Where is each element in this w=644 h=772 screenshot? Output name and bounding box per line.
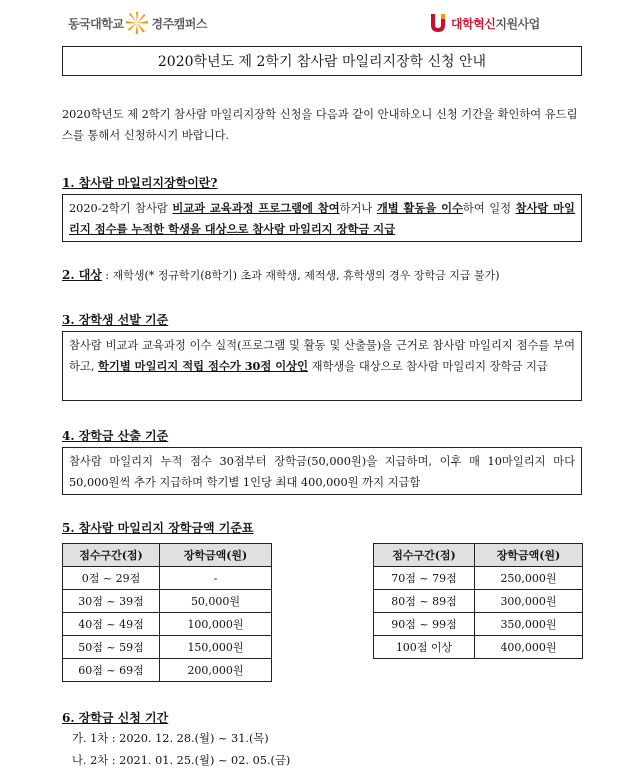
page-title: 2020학년도 제 2학기 참사람 마일리지장학 신청 안내	[62, 46, 582, 76]
table-header-row	[63, 544, 272, 567]
amount-cell: 350,000원	[475, 613, 583, 636]
section-4-heading: 4. 장학금 산출 기준	[62, 429, 169, 443]
col-range-header: 점수구간(점)	[374, 544, 475, 567]
section-4-box: 참사람 마일리지 누적 점수 30점부터 장학금(50,000원)을 지급하며, 이후 매 10마일리지 마다 50,000원씩 추가 지급하며 학기별 1인당 최대 400,000원 까지 지급함	[62, 447, 582, 495]
table-row	[374, 636, 583, 659]
section-2	[62, 266, 592, 283]
table-row	[374, 567, 583, 590]
section-6-heading: 6. 장학금 신청 기간	[62, 711, 169, 725]
range-cell: 30점 ~ 39점	[63, 590, 160, 613]
s1-underline-2: 개별 활동을 이수	[376, 201, 463, 215]
amount-cell: 50,000원	[160, 590, 272, 613]
table-row	[63, 567, 272, 590]
amount-cell: 200,000원	[160, 659, 272, 682]
col-amount-header: 장학금액(원)	[160, 544, 272, 567]
s1-text-3: 하여 일정	[462, 202, 516, 215]
schedule-item-2: 나. 2차 : 2021. 01. 25.(월) ~ 02. 05.(금)	[72, 754, 291, 767]
univ-name: 동국대학교	[68, 16, 124, 31]
s1-text-1: 2020-2학기 참사람	[69, 202, 173, 215]
amount-cell: 400,000원	[475, 636, 583, 659]
amount-cell: 150,000원	[160, 636, 272, 659]
dongguk-logo	[68, 10, 207, 36]
range-cell: 90점 ~ 99점	[374, 613, 475, 636]
s3-underline-1: 학기별 마일리지 적립 점수가 30점 이상인	[98, 359, 309, 373]
amount-cell: -	[160, 567, 272, 590]
range-cell: 60점 ~ 69점	[63, 659, 160, 682]
amount-cell: 250,000원	[475, 567, 583, 590]
range-cell: 0점 ~ 29점	[63, 567, 160, 590]
range-cell: 40점 ~ 49점	[63, 613, 160, 636]
section-1-box	[62, 194, 582, 242]
u-logo-icon	[428, 12, 448, 34]
table-row	[63, 636, 272, 659]
score-table-right	[373, 543, 583, 659]
section-5-heading: 5. 참사람 마일리지 장학금액 기준표	[62, 521, 254, 535]
col-amount-header: 장학금액(원)	[475, 544, 583, 567]
table-row	[63, 659, 272, 682]
section-3-heading: 3. 장학생 선발 기준	[62, 313, 169, 327]
s3-text-2: 재학생을 대상으로 참사람 마일리지 장학금 지급	[308, 360, 548, 373]
table-header-row	[374, 544, 583, 567]
section-2-heading: 2. 대상	[62, 268, 102, 282]
range-cell: 80점 ~ 89점	[374, 590, 475, 613]
starburst-logo-icon	[125, 11, 149, 35]
s1-text-2: 하거나	[339, 202, 377, 215]
table-row	[63, 590, 272, 613]
intro-paragraph: 2020학년도 제 2학기 참사람 마일리지장학 신청을 다음과 같이 안내하오니 신청 기간을 확인하여 유드림스를 통해서 신청하시기 바랍니다.	[62, 108, 578, 142]
table-row	[374, 590, 583, 613]
score-table-left	[62, 543, 272, 682]
amount-cell: 300,000원	[475, 590, 583, 613]
table-row	[63, 613, 272, 636]
s3-text-1: 참사람 비교과 교육과정 이수 실적(프로그램 및 활동 및 산출물)을 근거로 참사람 마일리지 점수를 부여하고,	[69, 339, 575, 373]
col-range-header: 점수구간(점)	[63, 544, 160, 567]
range-cell: 70점 ~ 79점	[374, 567, 475, 590]
s1-underline-1: 비교과 교육과정 프로그램에 참여	[172, 201, 340, 215]
program-logo	[428, 10, 540, 36]
program-name-a: 대학혁신	[451, 16, 496, 31]
section-3-box	[62, 331, 582, 401]
amount-cell: 100,000원	[160, 613, 272, 636]
table-row	[374, 613, 583, 636]
s1-underline-3: 참사람 마일리지 점수를 누적한 학생을 대상으로 참사람 마일리지 장학금 지급	[69, 201, 575, 236]
range-cell: 50점 ~ 59점	[63, 636, 160, 659]
range-cell: 100점 이상	[374, 636, 475, 659]
section-1-heading: 1. 참사람 마일리지장학이란?	[62, 176, 218, 190]
schedule-item-1: 가. 1차 : 2020. 12. 28.(월) ~ 31.(목)	[72, 732, 269, 745]
campus-name: 경주캠퍼스	[151, 16, 207, 31]
program-name-b: 지원사업	[495, 16, 540, 31]
section-2-text: : 재학생(* 정규학기(8학기) 초과 재학생, 제적생, 휴학생의 경우 장학금 지급 불가)	[101, 269, 500, 282]
